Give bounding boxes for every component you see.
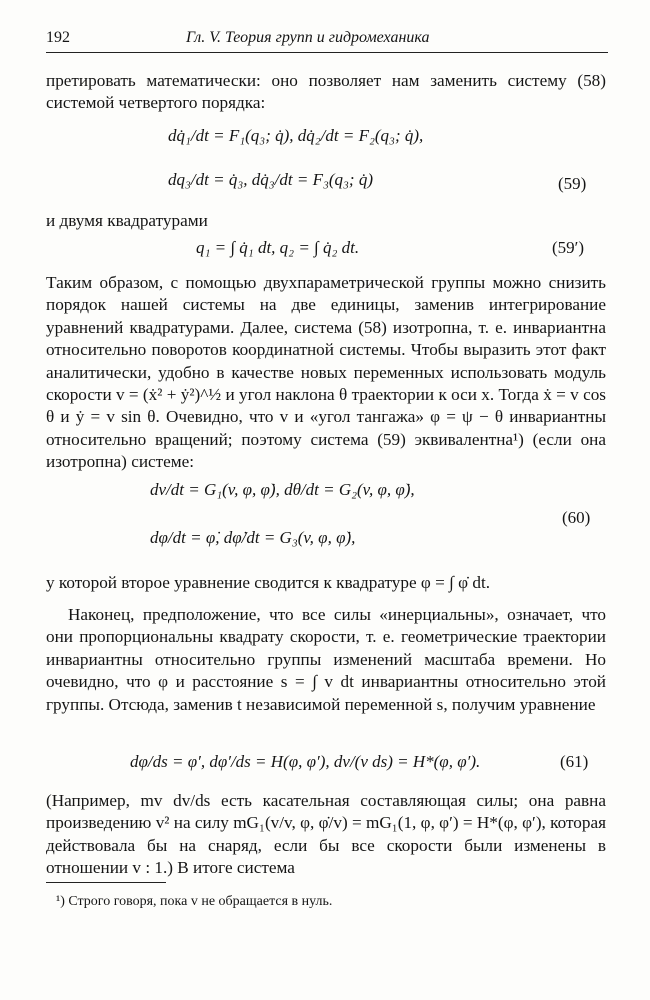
paragraph-3: Таким образом, с помощью двухпараметрической группы можно снизить порядок нашей системы на две единицы, заменив интегрирование уравнений квадратурами. Далее, система (58) изотропна, т. е. инвариантна относительно поворотов координатной системы. Чтобы выразить этот факт аналитически, удобно в качестве новых переменных использовать модуль скорости v = (ẋ² + ẏ²)^½ и угол наклона θ траектории к оси x. Тогда ẋ = v cos θ и ẏ = v sin θ. Очевидно, что v и «угол тангажа» φ = ψ − θ инвариантны относительно вращений; поэтому система (59) эквивалентна¹) (если она изотропна) системе: [46, 273, 606, 472]
paragraph-4: у которой второе уравнение сводится к квадратуре φ = ∫ φ̇ dt. [46, 573, 491, 592]
page-number: 192 [46, 29, 70, 46]
equation-61: dφ/ds = φ′, dφ′/ds = H(φ, φ′), dv/(v ds) = H*(φ, φ′). [130, 752, 481, 771]
header-divider [46, 52, 608, 53]
equation-60-row-1: dv/dt = G₁(v, φ, φ̇), dθ/dt = G₂(v, φ, φ̇), [150, 480, 415, 499]
equation-60-label: (60) [562, 508, 591, 527]
chapter-title: Гл. V. Теория групп и гидромеханика [186, 29, 430, 46]
footnote-divider [46, 882, 166, 883]
equation-59-prime-label: (59′) [552, 238, 585, 257]
equation-59-row-2: dq₃/dt = q̇₃, dq̇₃/dt = F₃(q₃; q̇) [168, 170, 374, 189]
paragraph-2: и двумя квадратурами [46, 211, 208, 230]
paragraph-1: претировать математически: оно позволяет нам заменить систему (58) системой четвертого порядка: [46, 71, 606, 113]
equation-59-label: (59) [558, 174, 587, 193]
running-header [46, 26, 606, 50]
equation-61-label: (61) [560, 752, 589, 771]
equation-59-prime: q₁ = ∫ q̇₁ dt, q₂ = ∫ q̇₂ dt. [196, 238, 360, 257]
footnote: ¹) Строго говоря, пока v не обращается в нуль. [56, 894, 333, 909]
equation-59-row-1: dq̇₁/dt = F₁(q₃; q̇), dq̇₂/dt = F₂(q₃; q̇), [168, 126, 424, 145]
paragraph-6: (Например, mv dv/ds есть касательная составляющая силы; она равна произведению v² на силу mG₁(v/v, φ, φ̇/v) = mG₁(1, φ, φ′) = H*(φ, φ′), которая действовала бы на снаряд, если бы все скорости были изменены в отношении v : 1.) В итоге система [46, 791, 606, 878]
equation-60-row-2: dφ/dt = φ̇, dφ̇/dt = G₃(v, φ, φ̇), [150, 528, 356, 547]
paragraph-5: Наконец, предположение, что все силы «инерциальны», означает, что они пропорциональны квадрату скорости, т. е. геометрические траектории инвариантны относительно группы изменений масштаба времени. Но очевидно, что φ и расстояние s = ∫ v dt инвариантны относительно этой группы. Отсюда, заменив t независимой переменной s, получим уравнение [46, 605, 606, 714]
